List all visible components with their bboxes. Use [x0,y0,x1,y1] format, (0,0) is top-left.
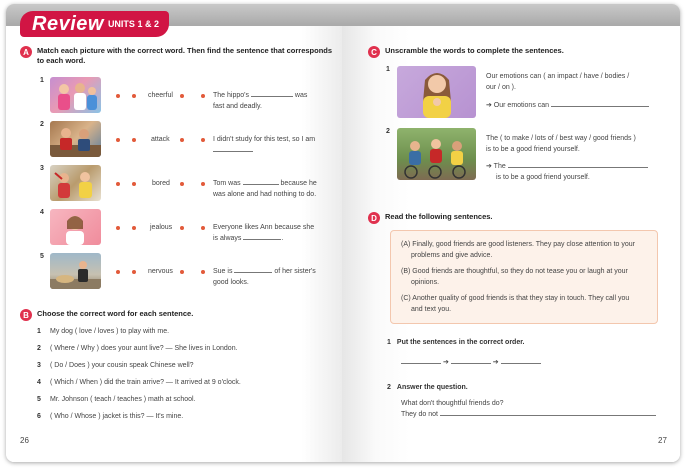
right-top-bar [342,4,680,26]
a-item-4-number: 4 [40,209,44,216]
a-item-1-blank[interactable] [251,96,293,97]
banner-title: Review [32,12,104,35]
jealous-girl-image [50,209,101,245]
a-item-2-sentence [213,134,338,156]
sentence-a-line2: problems and give advice. [411,251,493,259]
a-item-5-word-dot-right[interactable] [180,270,184,274]
a-item-3-left-dot[interactable] [116,182,120,186]
sentence-c-line1: (C) Another quality of good friends is that they stay in touch. They call you [401,295,630,302]
section-d-title: Read the following sentences. [385,212,493,221]
section-c-heading [368,46,564,58]
sentence-b [401,267,656,288]
order-blank-1[interactable] [401,363,441,364]
a-item-1-picture [50,77,101,113]
a-item-4-left-dot[interactable] [116,226,120,230]
d-question-2-number: 2 [387,384,391,391]
a-item-2-word-dot-left[interactable] [132,138,136,142]
arrow-icon: ➔ [492,359,499,366]
right-page-number: 27 [658,436,667,445]
d-question-2-prompt: What don't thoughtful friends do? [401,400,504,407]
a-item-3-s2: because he [280,180,317,187]
section-b-badge: B [20,309,32,321]
a-item-3-word-dot-right[interactable] [180,182,184,186]
a-item-1-sentence [213,90,338,112]
a-item-2-word: attack [151,136,170,143]
review-banner [20,11,169,37]
attack-scene-image [50,121,101,157]
c-item-2-line1: The ( to make / lots of / best way / good friends ) [486,135,636,142]
a-item-1-number: 1 [40,77,44,84]
section-b-title: Choose the correct word for each sentence. [37,309,194,318]
d-question-1-text: Put the sentences in the correct order. [396,339,525,346]
d-question-1-number: 1 [387,339,391,346]
section-c-badge: C [368,46,380,58]
a-item-5-s2: of her sister's [274,268,316,275]
section-a-heading [20,46,336,66]
section-c-title: Unscramble the words to complete the sentences. [385,46,564,55]
d-question-1 [387,339,525,346]
a-item-4-blank[interactable] [243,239,281,240]
a-item-2-word-dot-right[interactable] [180,138,184,142]
a-item-2-picture [50,121,101,157]
a-item-3-sentence [213,178,338,200]
c-item-1-line1: Our emotions can ( an impact / have / bodies / [486,73,630,80]
textbook-spread [6,4,680,462]
a-item-3-number: 3 [40,165,44,172]
a-item-1-word: cheerful [148,92,173,99]
a-item-1-s2: was [294,92,308,99]
a-item-4-s2: is always [213,235,242,242]
sentence-a-line1: (A) Finally, good friends are good listeners. They pay close attention to your [401,241,635,248]
a-item-4-word-dot-left[interactable] [132,226,136,230]
a-item-2-s1: I didn't study for this test, so I am [213,136,316,143]
a-item-3-s3: was alone and had nothing to do. [213,191,317,198]
a-item-5-number: 5 [40,253,44,260]
c-item-1-number: 1 [386,66,390,73]
sentence-c [401,294,656,315]
a-item-4-word: jealous [150,224,173,231]
a-item-2-number: 2 [40,121,44,128]
c-item-1-answer-start: ➔ Our emotions can [486,102,550,109]
a-item-2-blank[interactable] [213,151,253,152]
b-item-6-text: ( Who / Whose ) jacket is this? — It's mine. [50,413,184,420]
a-item-5-word: nervous [148,268,173,275]
b-item-6[interactable] [37,413,183,420]
a-item-1-s1: The hippo's [213,92,249,99]
sentence-a [401,240,656,261]
d-question-2-answer [401,409,661,420]
d-question-2 [387,384,468,391]
emotion-girl-image [397,66,476,118]
b-item-1-text: My dog ( love / loves ) to play with me. [50,328,170,335]
section-a-title-line2: to each word. [37,56,86,65]
a-item-5-picture [50,253,101,289]
c-item-2-prompt [486,133,671,155]
banner-units: UNITS 1 & 2 [107,19,159,29]
d-question-2-text: Answer the question. [396,384,468,391]
b-item-1-number: 1 [37,328,41,335]
a-item-5-left-dot[interactable] [116,270,120,274]
c-item-2-line2: is to be a good friend yourself. [486,146,580,153]
c-item-2-number: 2 [386,128,390,135]
sentence-b-line2: opinions. [411,278,440,286]
friends-biking-image [397,128,476,180]
section-b-heading [20,309,193,321]
c-item-1-picture [397,66,476,118]
b-item-3-text: ( Do / Does ) your cousin speak Chinese well? [50,362,194,369]
c-item-2-answer [486,161,671,183]
a-item-1-word-dot-left[interactable] [132,94,136,98]
section-a-badge: A [20,46,32,58]
c-item-1-answer-blank[interactable] [551,106,649,107]
a-item-5-word-dot-left[interactable] [132,270,136,274]
sentence-b-line1: (B) Good friends are thoughtful, so they do not tease you or laugh at your [401,268,628,275]
a-item-4-s3: . [281,235,284,242]
b-item-5-text: Mr. Johnson ( teach / teaches ) math at school. [50,396,196,403]
c-item-2-answer-blank[interactable] [508,167,648,168]
nervous-scene-image [50,253,101,289]
a-item-1-left-dot[interactable] [116,94,120,98]
c-item-1-line2: our / on ). [486,84,516,91]
a-item-3-word-dot-left[interactable] [132,182,136,186]
a-item-2-sentence-dot[interactable] [201,138,205,142]
section-a-title-line1: Match each picture with the correct word. Then find the sentence that corresponds [37,46,333,55]
a-item-3-picture [50,165,101,201]
b-item-2[interactable] [37,345,238,352]
a-item-5-s1: Sue is [213,268,233,275]
b-item-2-text: ( Where / Why ) does your aunt live? — She lives in London. [50,345,238,352]
left-page-number: 26 [20,436,29,445]
a-item-1-sentence-dot[interactable] [201,94,205,98]
a-item-1-s3: fast and deadly. [213,103,262,110]
cheerful-people-image [50,77,101,113]
bored-people-image [50,165,101,201]
b-item-4[interactable] [37,379,241,386]
order-blank-2[interactable] [451,363,491,364]
b-item-3[interactable] [37,362,194,369]
sentence-c-line2: and text you. [411,305,452,313]
c-item-2-picture [397,128,476,180]
section-d-badge: D [368,212,380,224]
a-item-1-word-dot-right[interactable] [180,94,184,98]
c-item-2-answer-start: ➔ The [486,163,506,170]
c-item-2-answer-end: is to be a good friend yourself. [496,174,590,181]
b-item-5[interactable] [37,396,196,403]
a-item-4-picture [50,209,101,245]
a-item-4-sentence [213,222,338,244]
b-item-2-number: 2 [37,345,41,352]
a-item-5-sentence [213,266,338,288]
b-item-5-number: 5 [37,396,41,403]
a-item-5-s3: good looks. [213,279,249,286]
a-item-3-word: bored [152,180,170,187]
b-item-3-number: 3 [37,362,41,369]
sentences-box [390,230,658,324]
c-item-1-prompt [486,71,666,93]
a-item-2-left-dot[interactable] [116,138,120,142]
order-answer-row [401,357,541,368]
a-item-5-blank[interactable] [234,272,272,273]
b-item-6-number: 6 [37,413,41,420]
b-item-4-text: ( Which / When ) did the train arrive? — It arrived at 9 o'clock. [50,379,241,386]
b-item-4-number: 4 [37,379,41,386]
a-item-4-sentence-dot[interactable] [201,226,205,230]
a-item-4-word-dot-right[interactable] [180,226,184,230]
order-blank-3[interactable] [501,363,541,364]
section-d-heading [368,212,493,224]
c-item-1-answer [486,100,666,111]
a-item-3-s1: Tom was [213,180,241,187]
a-item-3-sentence-dot[interactable] [201,182,205,186]
a-item-5-sentence-dot[interactable] [201,270,205,274]
a-item-3-blank[interactable] [243,184,279,185]
a-item-4-s1: Everyone likes Ann because she [213,224,315,231]
arrow-icon: ➔ [442,359,449,366]
b-item-1[interactable] [37,328,169,335]
d-question-2-answer-blank[interactable] [440,415,656,416]
d-question-2-answer-start: They do not [401,411,438,418]
